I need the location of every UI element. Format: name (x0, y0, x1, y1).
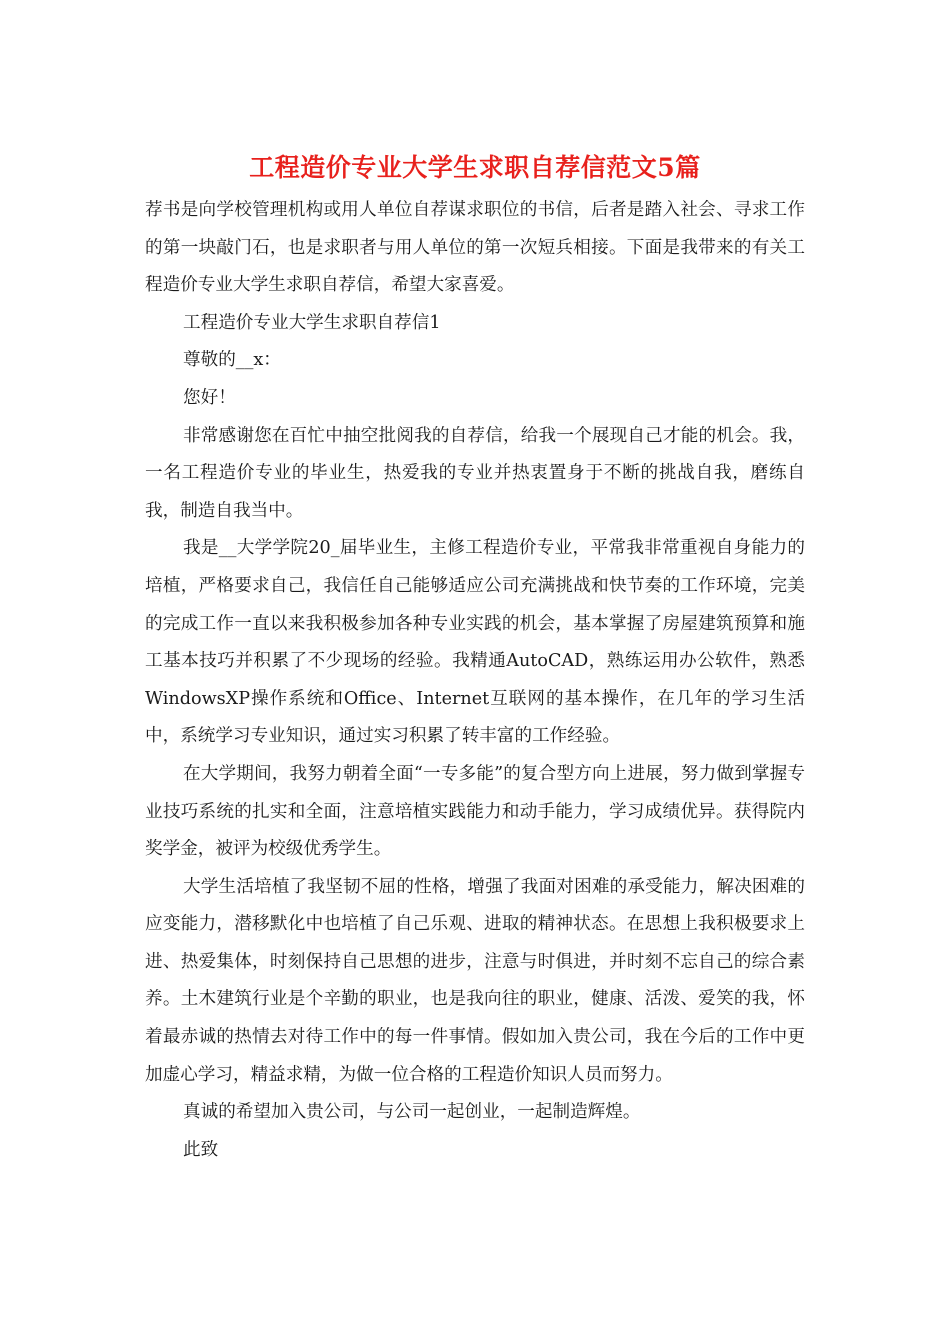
document-title: 工程造价专业大学生求职自荐信范文5篇 (249, 153, 701, 182)
body-paragraph: 非常感谢您在百忙中抽空批阅我的自荐信，给我一个展现自己才能的机会。我，一名工程造价专业的毕业生，热爱我的专业并热衷置身于不断的挑战自我，磨练自我，制造自我当中。 (145, 425, 805, 521)
letter-heading: 工程造价专业大学生求职自荐信1 (183, 312, 441, 333)
document-body (145, 192, 805, 1169)
intro-paragraph: 荐书是向学校管理机构或用人单位自荐谋求职位的书信，后者是踏入社会、寻求工作的第一块敲门石，也是求职者与用人单位的第一次短兵相接。下面是我带来的有关工程造价专业大学生求职自荐信，希望大家喜爱。 (145, 200, 805, 296)
body-paragraph: 我是__大学学院20_届毕业生，主修工程造价专业，平常我非常重视自身能力的培植，严格要求自己，我信任自己能够适应公司充满挑战和快节奏的工作环境，完美的完成工作一直以来我积极参加各种专业实践的机会，基本掌握了房屋建筑预算和施工基本技巧并积累了不少现场的经验。我精通AutoCAD，熟练运用办公软件，熟悉WindowsXP操作系统和Office、Internet互联网的基本操作，在几年的学习生活中，系统学习专业知识，通过实习积累了转丰富的工作经验。 (145, 538, 805, 747)
greeting: 您好！ (183, 387, 236, 408)
body-paragraph: 大学生活培植了我坚韧不屈的性格，增强了我面对困难的承受能力，解决困难的应变能力，潜移默化中也培植了自己乐观、进取的精神状态。在思想上我积极要求上进、热爱集体，时刻保持自己思想的进步，注意与时俱进，并时刻不忘自己的综合素养。土木建筑行业是个辛勤的职业，也是我向往的职业，健康、活泼、爱笑的我，怀着最赤诚的热情去对待工作中的每一件事情。假如加入贵公司，我在今后的工作中更加虚心学习，精益求精，为做一位合格的工程造价知识人员而努力。 (145, 876, 805, 1085)
body-paragraph: 真诚的希望加入贵公司，与公司一起创业，一起制造辉煌。 (183, 1102, 641, 1123)
closing: 此致 (183, 1139, 219, 1160)
body-paragraph: 在大学期间，我努力朝着全面“一专多能”的复合型方向上进展，努力做到掌握专业技巧系统的扎实和全面，注意培植实践能力和动手能力，学习成绩优异。获得院内奖学金，被评为校级优秀学生。 (145, 763, 805, 860)
salutation: 尊敬的__x： (183, 350, 281, 371)
